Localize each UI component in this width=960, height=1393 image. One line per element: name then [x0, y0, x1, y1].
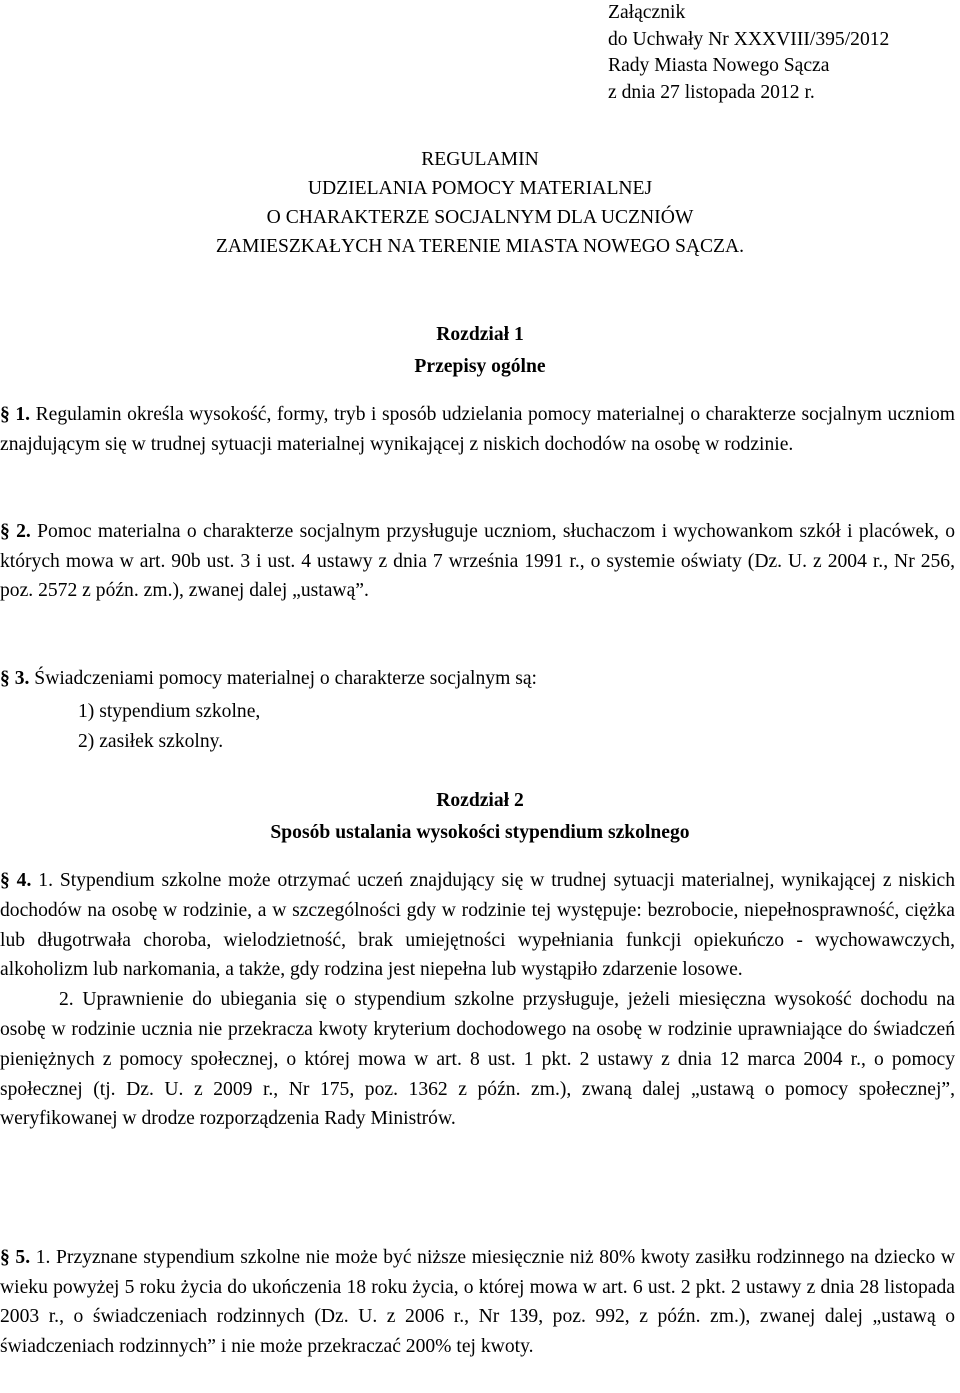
- section-1: [0, 400, 955, 459]
- title-line-3: O CHARAKTERZE SOCJALNYM DLA UCZNIÓW: [266, 207, 694, 228]
- section-3-number: § 3.: [0, 668, 30, 689]
- chapter-2-title: Sposób ustalania wysokości stypendium szkolnego: [270, 822, 690, 843]
- section-5-paragraph-1: Przyznane stypendium szkolne nie może być niższe miesięcznie niż 80% kwoty zasiłku rodzinnego na dziecko w wieku powyżej 5 roku życia do ukończenia 18 roku życia, o której mowa w art. 6 ust. 2 pkt. 2 ustawy z dnia 28 listopada 2003 r., o świadczeniach rodzinnych (Dz. U. z 2006 r., Nr 139, poz. 992, z późn. zm.), zwanej dalej „ustawą o świadczeniach rodzinnych” i nie może przekraczać 200% tej kwoty.: [0, 1247, 955, 1357]
- section-5-paragraph-1-number: 1.: [35, 1247, 51, 1268]
- chapter-2-number: Rozdział 2: [436, 790, 524, 811]
- section-4-number: § 4.: [0, 870, 32, 891]
- chapter-1-title: Przepisy ogólne: [414, 356, 546, 377]
- section-3: [0, 666, 955, 692]
- list-item: 1) stypendium szkolne,: [78, 701, 261, 722]
- section-1-text: Regulamin określa wysokość, formy, tryb i sposób udzielania pomocy materialnej o charakterze socjalnym uczniom znajdującym się w trudnej sytuacji materialnej wynikającej z niskich dochodów na osobę w rodzinie.: [0, 404, 955, 455]
- benefits-list: [78, 697, 260, 757]
- chapter-1-heading: [0, 319, 960, 383]
- section-4-paragraph-1: Stypendium szkolne może otrzymać uczeń znajdujący się w trudnej sytuacji materialnej, wynikającej z niskich dochodów na osobę w rodzinie, a w szczególności gdy w rodzinie tej występuje: bezrobocie, niepełnosprawność, ciężka lub długotrwała choroba, wielodzietność, brak umiejętności wypełniania funkcji opiekuńczo - wychowawczych, alkoholizm lub narkomania, a także, gdy rodzina jest niepełna lub wystąpiło zdarzenie losowe.: [0, 870, 956, 981]
- section-5: [0, 1243, 955, 1361]
- chapter-1-number: Rozdział 1: [436, 324, 524, 345]
- section-4-paragraph-1-number: 1.: [38, 870, 53, 891]
- section-1-number: § 1.: [0, 404, 31, 425]
- attachment-header: [608, 0, 889, 106]
- section-4-paragraph-2: 2. Uprawnienie do ubiegania się o stypendium szkolne przysługuje, jeżeli miesięczna wysokość dochodu na osobę w rodzinie ucznia nie przekracza kwoty kryterium dochodowego na osobę w rodzinie uprawniające do świadczeń pieniężnych z pomocy społecznej, o której mowa w art. 8 ust. 1 pkt. 2 ustawy z dnia 12 marca 2004 r., o pomocy społecznej (tj. Dz. U. z 2009 r., Nr 175, poz. 1362 z późn. zm.), zwaną dalej „ustawą o pomocy społecznej”, weryfikowanej w drodze rozporządzenia Rady Ministrów.: [0, 989, 955, 1130]
- chapter-2-heading: [0, 785, 960, 849]
- section-3-text: Świadczeniami pomocy materialnej o charakterze socjalnym są:: [34, 668, 537, 689]
- section-2-text: Pomoc materialna o charakterze socjalnym przysługuje uczniom, słuchaczom i wychowankom szkół i placówek, o których mowa w art. 90b ust. 3 i ust. 4 ustawy z dnia 7 września 1991 r., o systemie oświaty (Dz. U. z 2004 r., Nr 256, poz. 2572 z późn. zm.), zwanej dalej „ustawą”.: [0, 521, 956, 601]
- list-item: 2) zasiłek szkolny.: [78, 731, 224, 752]
- council-name: Rady Miasta Nowego Sącza: [608, 55, 830, 76]
- title-line-4: ZAMIESZKAŁYCH NA TERENIE MIASTA NOWEGO SĄCZA.: [215, 236, 745, 257]
- document-title: [0, 145, 960, 261]
- section-2: [0, 517, 955, 606]
- resolution-number: do Uchwały Nr XXXVIII/395/2012: [608, 28, 890, 50]
- section-2-number: § 2.: [0, 521, 31, 542]
- section-5-number: § 5.: [0, 1247, 31, 1268]
- attachment-label: Załącznik: [608, 2, 686, 23]
- section-4: [0, 866, 955, 1134]
- title-line-1: REGULAMIN: [421, 149, 539, 170]
- resolution-date: z dnia 27 listopada 2012 r.: [608, 81, 815, 103]
- title-line-2: UDZIELANIA POMOCY MATERIALNEJ: [307, 178, 653, 199]
